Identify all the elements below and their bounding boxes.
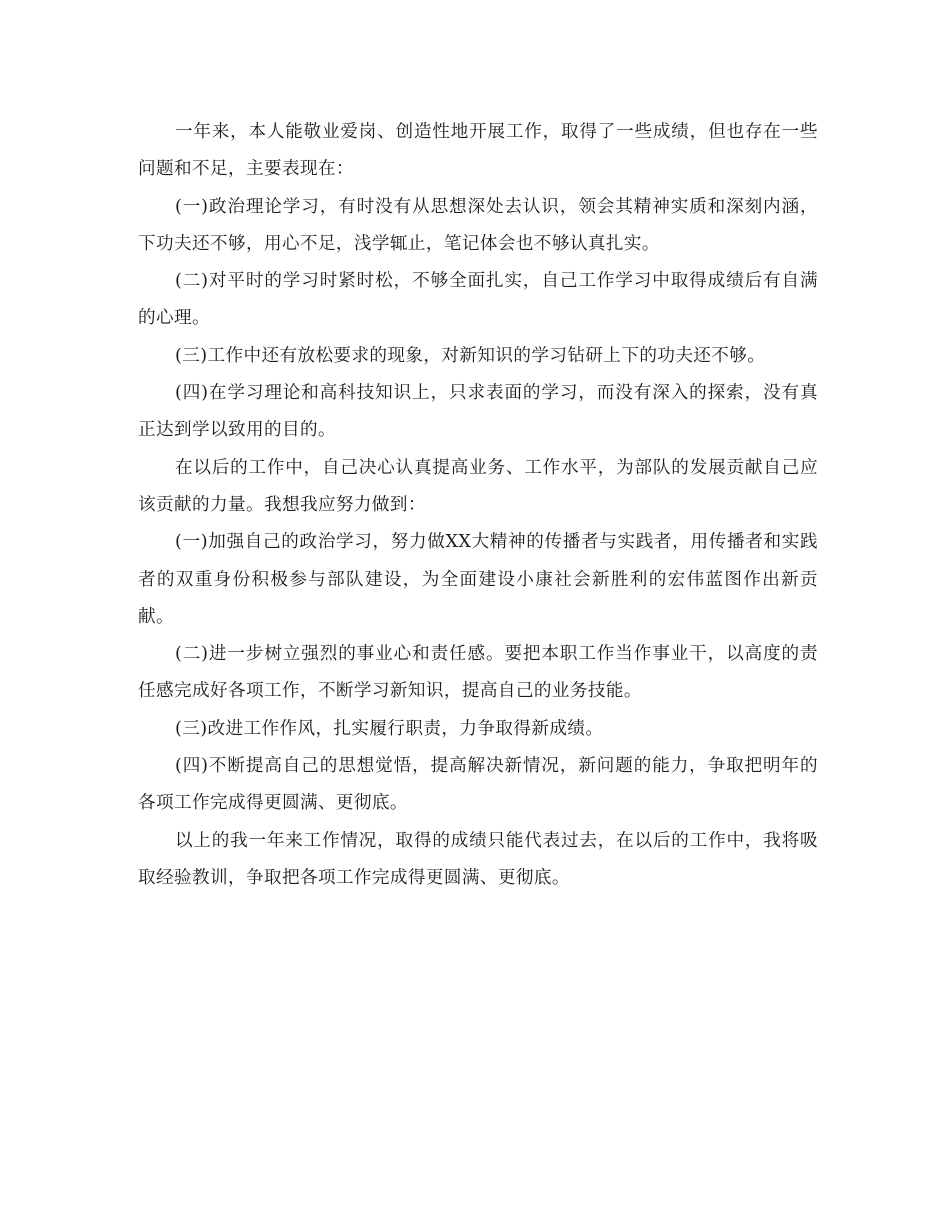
paragraph-conclusion: 以上的我一年来工作情况，取得的成绩只能代表过去，在以后的工作中，我将吸取经验教训，争取把各项工作完成得更圆满、更彻底。 <box>138 830 818 888</box>
paragraph-intro: 一年来，本人能敬业爱岗、创造性地开展工作，取得了一些成绩，但也存在一些问题和不足，主要表现在： <box>138 122 818 180</box>
paragraph-plan-1: (一)加强自己的政治学习，努力做XX大精神的传播者与实践者，用传播者和实践者的双重身份积极参与部队建设，为全面建设小康社会新胜利的宏伟蓝图作出新贡献。 <box>138 532 818 627</box>
document-body <box>138 114 818 897</box>
paragraph-plan-4: (四)不断提高自己的思想觉悟，提高解决新情况，新问题的能力，争取把明年的各项工作完成得更圆满、更彻底。 <box>138 756 818 814</box>
paragraph-plan-2: (二)进一步树立强烈的事业心和责任感。要把本职工作当作事业干，以高度的责任感完成好各项工作，不断学习新知识，提高自己的业务技能。 <box>138 644 818 702</box>
paragraph-plan-3: (三)改进工作作风，扎实履行职责，力争取得新成绩。 <box>174 718 604 739</box>
paragraph-issue-2: (二)对平时的学习时紧时松，不够全面扎实，自己工作学习中取得成绩后有自满的心理。 <box>138 271 818 329</box>
paragraph-issue-3: (三)工作中还有放松要求的现象，对新知识的学习钻研上下的功夫还不够。 <box>174 345 766 366</box>
paragraph-issue-4: (四)在学习理论和高科技知识上，只求表面的学习，而没有深入的探索，没有真正达到学以致用的目的。 <box>138 383 818 441</box>
paragraph-plan-intro: 在以后的工作中，自己决心认真提高业务、工作水平，为部队的发展贡献自己应该贡献的力量。我想我应努力做到： <box>138 457 818 515</box>
paragraph-issue-1: (一)政治理论学习，有时没有从思想深处去认识，领会其精神实质和深刻内涵，下功夫还不够，用心不足，浅学辄止，笔记体会也不够认真扎实。 <box>138 196 818 254</box>
